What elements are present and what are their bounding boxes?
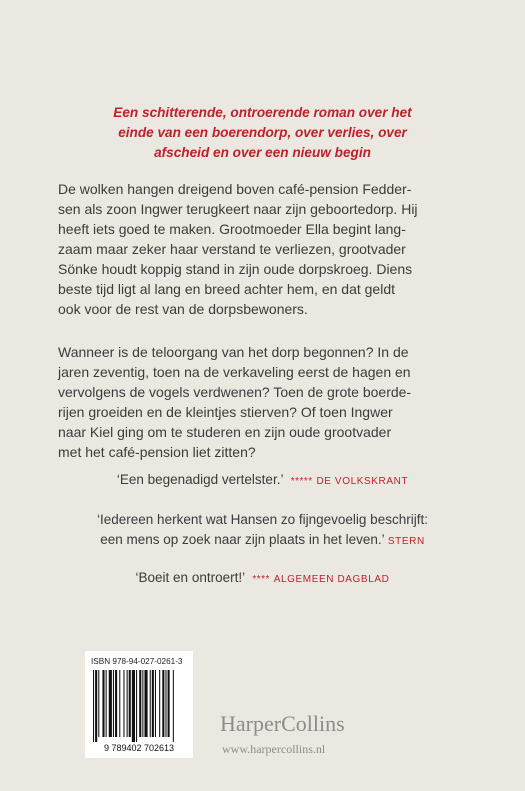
text-line: vervolgens de vogels verdwenen? Toen de grote boerde- — [58, 384, 412, 400]
quote-source: ALGEMEEN DAGBLAD — [273, 574, 390, 585]
text-line: heeft iets goed te maken. Grootmoeder Ella begint lang- — [58, 221, 406, 237]
text-line: rijen groeiden en de kleintjes stierven? Of toen Ingwer — [58, 404, 393, 420]
publisher-logo: HarperCollins — [220, 711, 345, 736]
tagline-line: afscheid en over een nieuw begin — [154, 145, 371, 160]
barcode-bar — [106, 670, 107, 737]
review-quote-volkskrant — [0, 470, 525, 492]
publisher-url: www.harpercollins.nl — [222, 742, 326, 756]
text-line: zaam maar zeker haar verstand te verliezen, grootvader — [58, 241, 406, 257]
barcode-bar — [129, 670, 131, 737]
text-line: met het café-pension liet zitten? — [58, 444, 256, 460]
quote-source: DE VOLKSKRANT — [316, 476, 409, 487]
text-line: beste tijd ligt al lang en breed achter hem, en dat geldt — [58, 281, 395, 297]
text-line: jaren zeventig, toen na de verkaveling eerst de hagen en — [58, 364, 411, 380]
barcode-image — [91, 670, 187, 754]
barcode-bar — [136, 670, 137, 742]
tagline — [40, 103, 485, 163]
quote-source: STERN — [387, 536, 425, 547]
tagline-line: Een schitterende, ontroerende roman over het — [113, 105, 412, 120]
synopsis-paragraph-2 — [58, 342, 468, 462]
barcode-bar — [113, 670, 114, 737]
rating-stars: ***** — [290, 476, 313, 487]
barcode-bar — [162, 670, 164, 737]
barcode-digits: 9 789402 702613 — [103, 743, 175, 753]
barcode-bar — [95, 670, 97, 742]
barcode-bar — [119, 670, 120, 737]
review-quote-ad — [0, 568, 525, 590]
quote-text-line-2 — [0, 530, 525, 552]
barcode-bar — [115, 670, 117, 737]
quote-text: ‘Een begenadigd vertelster.’ — [116, 472, 283, 487]
quote-text: ‘Boeit en ontroert!’ — [135, 570, 245, 585]
text-line: Wanneer is de teloorgang van het dorp begonnen? In de — [58, 344, 409, 360]
barcode-bar — [132, 670, 135, 742]
barcode-bar — [150, 670, 151, 737]
barcode-bar — [173, 670, 174, 742]
barcode-bar — [127, 670, 128, 737]
barcode-bar — [109, 670, 112, 737]
barcode-bar — [144, 670, 147, 737]
barcode-bar — [93, 670, 94, 742]
review-quote-stern — [0, 510, 525, 552]
barcode-bar — [165, 670, 166, 737]
rating-stars: **** — [252, 574, 270, 585]
quote-text: ‘Iedereen herkent wat Hansen zo fijngevoelig beschrijft: — [97, 512, 428, 527]
barcode-bar — [155, 670, 156, 737]
barcode-bar — [159, 670, 160, 737]
barcode-bar — [168, 670, 170, 737]
barcode-bar — [123, 670, 124, 737]
synopsis-paragraph-1 — [58, 179, 468, 319]
text-line: sen als zoon Ingwer terugkeert naar zijn geboortedorp. Hij — [58, 201, 418, 217]
isbn-text: ISBN 978-94-027-0261-3 — [91, 657, 183, 666]
tagline-line: einde van een boerendorp, over verlies, over — [118, 125, 407, 140]
barcode-bar — [142, 670, 143, 737]
barcode-bar — [152, 670, 154, 737]
text-line: De wolken hangen dreigend boven café-pension Fedder- — [58, 181, 412, 197]
quote-text: een mens op zoek naar zijn plaats in het leven.’ — [100, 532, 385, 547]
barcode-bar — [139, 670, 141, 737]
text-line: ook voor de rest van de dorpsbewoners. — [58, 301, 308, 317]
text-line: Sönke houdt koppig stand in zijn oude dorpskroeg. Diens — [58, 261, 413, 277]
barcode-box — [85, 651, 193, 758]
barcode-bar — [102, 670, 104, 737]
text-line: naar Kiel ging om te studeren en zijn oude grootvader — [58, 424, 392, 440]
barcode-bar — [98, 670, 99, 737]
